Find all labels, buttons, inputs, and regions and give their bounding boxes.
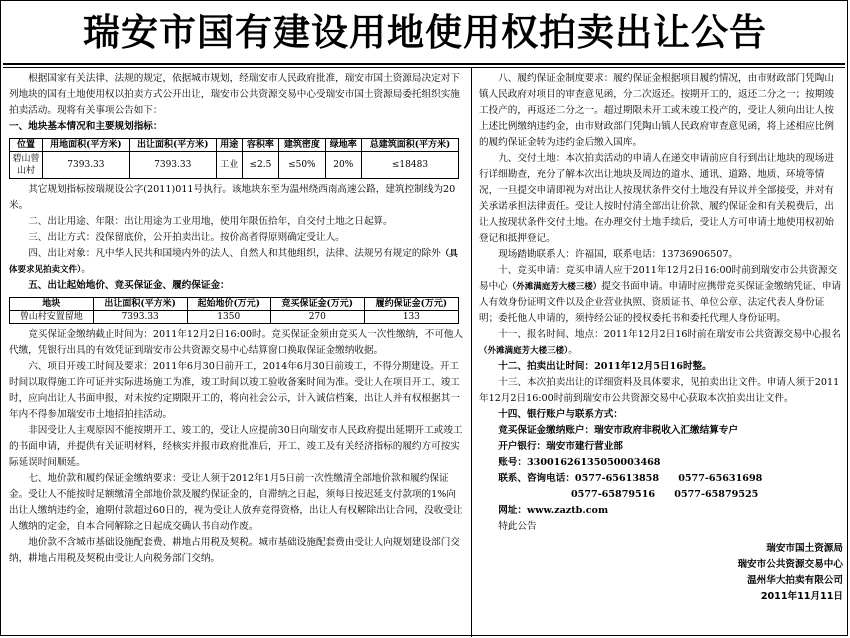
table-header-cell: 用途 — [216, 139, 242, 152]
section-9: 九、交付土地：本次拍卖活动的申请人在递交申请前应自行到出让地块的现场进行详细勘查，充分了解本次出让地块及周边的道水、通讯、道路、地质、环境等情况，一旦提交申请即视为对出让人按现状条件交付土地没有异议并全部接受，并对有关承诺承担法律责任。受让人按时付清全部出让价款、履约保证金和有关税费后，出让人按现状条件交付土地。在办理交付土地手续后，受让人方可申请土地使用权初始登记和抵押登记。 — [479, 153, 834, 244]
section-6b: 非因受让人主观原因不能按期开工、竣工的，受让人应提前30日向瑞安市人民政府提出延期开工或竣工的书面申请，并提供有关证明材料，经核实并报市政府批准后，开工、竣工及有关经济指标的履约方可按实际延误时间顺延。 — [9, 425, 463, 468]
title-rule-thick — [3, 63, 845, 65]
table-cell: ≤50% — [279, 152, 326, 179]
table-cell: 20% — [325, 152, 361, 179]
section-12: 十二、拍卖出让时间：2011年12月5日16时整。 — [498, 361, 712, 372]
section-4-end: 。 — [81, 264, 91, 275]
table-header-cell: 容积率 — [242, 139, 278, 152]
section-7: 七、地价款和履约保证金缴纳要求：受让人须于2012年1月5日前一次性缴清全部地价款和履约保证金。受让人不能按时足额缴清全部地价款及履约保证金的，自滞纳之日起，须每日按迟延支付款项的1%向出让人缴纳违约金，逾期付款超过60日的，视为受让人放弃竞得资格，出让人有权解除出让合同，没收受让人缴纳的定金，自本合同解除之日起成交确认书自动作废。 — [9, 473, 463, 532]
intro-paragraph: 根据国家有关法律、法规的规定，依据城市规划，经瑞安市人民政府批准，瑞安市国土资源局决定对下列地块的国有土地使用权以拍卖方式公开出让，瑞安市公共资源交易中心受瑞安市国土资源局委托组织实施拍卖活动。现将有关事项公告如下： — [9, 73, 460, 116]
column-divider — [471, 68, 472, 637]
section-5-heading: 五、出让起始地价、竞买保证金、履约保证金： — [28, 280, 230, 291]
closing-text: 特此公告 — [498, 521, 537, 532]
left-column — [9, 71, 464, 567]
account-name: 竞买保证金缴纳账户：瑞安市政府非税收入汇缴结算专户 — [498, 425, 739, 436]
table-header-cell: 建筑密度 — [279, 139, 326, 152]
table-header-row — [10, 139, 459, 152]
table-header-cell: 总建筑面积(平方米) — [361, 139, 458, 152]
table-header-cell: 用地面积(平方米) — [43, 139, 130, 152]
table-row — [10, 152, 459, 179]
table-cell: 碧山曾山村 — [10, 152, 43, 179]
section-7b: 地价款不含城市基础设施配套费、耕地占用税及契税。城市基础设施配套费由受让人向规划建设部门交纳，耕地占用税及契税由受让人向税务部门交纳。 — [9, 537, 460, 564]
website: 网址：www.zaztb.com — [498, 505, 609, 516]
page-title: 瑞安市国有建设用地使用权拍卖出让公告 — [83, 11, 767, 54]
table-cell: 7393.33 — [129, 152, 216, 179]
bank-name: 开户银行：瑞安市建行营业部 — [498, 441, 623, 452]
section-10 — [479, 263, 843, 327]
table-cell: 曾山村安置留地 — [10, 311, 94, 324]
table-header-row — [10, 298, 459, 311]
section-10-end: 提交书面申请。申请时应携带竞买保证金缴纳凭证、申请人有效身份证明文件以及企业营业执照、资质证书、单位公章、法定代表人身份证明；委托他人申请的，须持经公证的授权委托书和委托代理人身份证明。 — [479, 281, 842, 324]
table-header-cell: 绿地率 — [325, 139, 361, 152]
right-column — [479, 71, 843, 605]
section-11 — [479, 327, 843, 359]
section-8: 八、履约保证金制度要求：履约保证金根据项目履约情况，由市财政部门凭陶山镇人民政府对项目的审查意见函，分二次返还。按期开工的，返还二分之一；按期竣工投产的，再返还二分之一。超过期限未开工或未竣工投产的，受让人须向出让人按上述比例缴纳违约金，由市财政部门凭陶山镇人民政府审查意见函，将上述相应比例的履约保证金转为违约金后缴入国库。 — [479, 73, 834, 148]
table-header-cell: 出让面积(平方米) — [93, 298, 187, 311]
table-cell: 133 — [364, 311, 458, 324]
deposit-paragraph: 竞买保证金缴纳截止时间为：2011年12月2日16:00时。竞买保证金须由竞买人一次性缴纳，不可他人代缴，凭银行出具的有效凭证到瑞安市公共资源交易中心结算窗口换取保证金缴纳收据。 — [9, 329, 464, 356]
table-header-cell: 竞买保证金(万元) — [270, 298, 364, 311]
section-11-end: 。 — [568, 345, 578, 356]
table-cell: 270 — [270, 311, 364, 324]
section-6: 六、项目开竣工时间及要求：2011年6月30日前开工，2014年6月30日前竣工，不得分期建设。开工时间以取得施工许可证并实际进场施工为准，竣工时间以竣工验收备案时间为准。受让人在项目开工、竣工时，应向出让人书面申报，对未按约定期限开工的，将向社会公示，计入诚信档案，出让人并有权根据其一年内不得参加瑞安市土地招拍挂活动。 — [9, 361, 460, 420]
table-cell: 1350 — [187, 311, 270, 324]
site-contact: 现场踏勘联系人：许福国，联系电话：13736906507。 — [498, 249, 739, 260]
section-1-heading: 一、地块基本情况和主要规划指标： — [9, 121, 163, 132]
land-info-table — [9, 138, 459, 179]
price-table — [9, 297, 459, 324]
table-header-cell: 起始地价(万元) — [187, 298, 270, 311]
table-row — [10, 311, 459, 324]
table-cell: 工业 — [216, 152, 242, 179]
phone-line-1: 联系、咨询电话：0577-65613858 0577-65631698 — [498, 473, 763, 484]
table-header-cell: 履约保证金(万元) — [364, 298, 458, 311]
announcement-date: 2011年11月11日 — [760, 591, 843, 602]
signature-land-bureau: 瑞安市国土资源局 — [766, 543, 843, 554]
table-cell: 7393.33 — [93, 311, 187, 324]
section-4 — [9, 246, 464, 278]
table-cell: ≤2.5 — [242, 152, 278, 179]
table-header-cell: 地块 — [10, 298, 94, 311]
section-11-note: （外滩满庭芳大楼三楼） — [479, 346, 569, 356]
section-4-note: （具体要求见拍卖文件） — [9, 249, 458, 275]
section-14-heading: 十四、银行账户与联系方式： — [498, 409, 623, 420]
signature-auction-company: 温州华大拍卖有限公司 — [747, 575, 843, 586]
phone-line-2: 0577-65879516 0577-65879525 — [571, 489, 759, 500]
section-3: 三、出让方式：没保留底价，公开拍卖出让。按价高者得原则确定受让人。 — [28, 232, 345, 243]
table-cell: ≤18483 — [361, 152, 458, 179]
section-2: 二、出让用途、年限：出让用途为工业用地，使用年限伍拾年，自交付土地之日起算。 — [28, 216, 393, 227]
section-13: 十三、本次拍卖出让的详细资料及具体要求，见拍卖出让文件。申请人须于2011年12月2日16:00时前到瑞安市公共资源交易中心获取本次拍卖出让文件。 — [479, 377, 840, 404]
signature-trading-center: 瑞安市公共资源交易中心 — [737, 559, 843, 570]
planning-note: 其它规划指标按瑞规设公字(2011)011号执行。该地块东至为温州绕西南高速公路，建筑控制线为20米。 — [9, 184, 456, 211]
section-10-note: （外滩满庭芳大楼三楼） — [507, 282, 602, 292]
section-11-text: 十一、报名时间、地点：2011年12月2日16时前在瑞安市公共资源交易中心报名 — [498, 329, 841, 340]
account-number: 账号：33001626135050003468 — [498, 457, 661, 468]
table-header-cell: 出让面积(平方米) — [129, 139, 216, 152]
table-cell: 7393.33 — [43, 152, 130, 179]
section-4-text: 四、出让对象：凡中华人民共和国境内外的法人、自然人和其他组织，法律、法规另有规定的除外 — [28, 248, 441, 259]
section-10-text: 十、竞买申请：竞买申请人应于2011年12月2日16:00时前到瑞安市公共资源交易中心 — [479, 265, 838, 292]
table-header-cell: 位置 — [10, 139, 43, 152]
title-rule-thin — [3, 67, 845, 68]
